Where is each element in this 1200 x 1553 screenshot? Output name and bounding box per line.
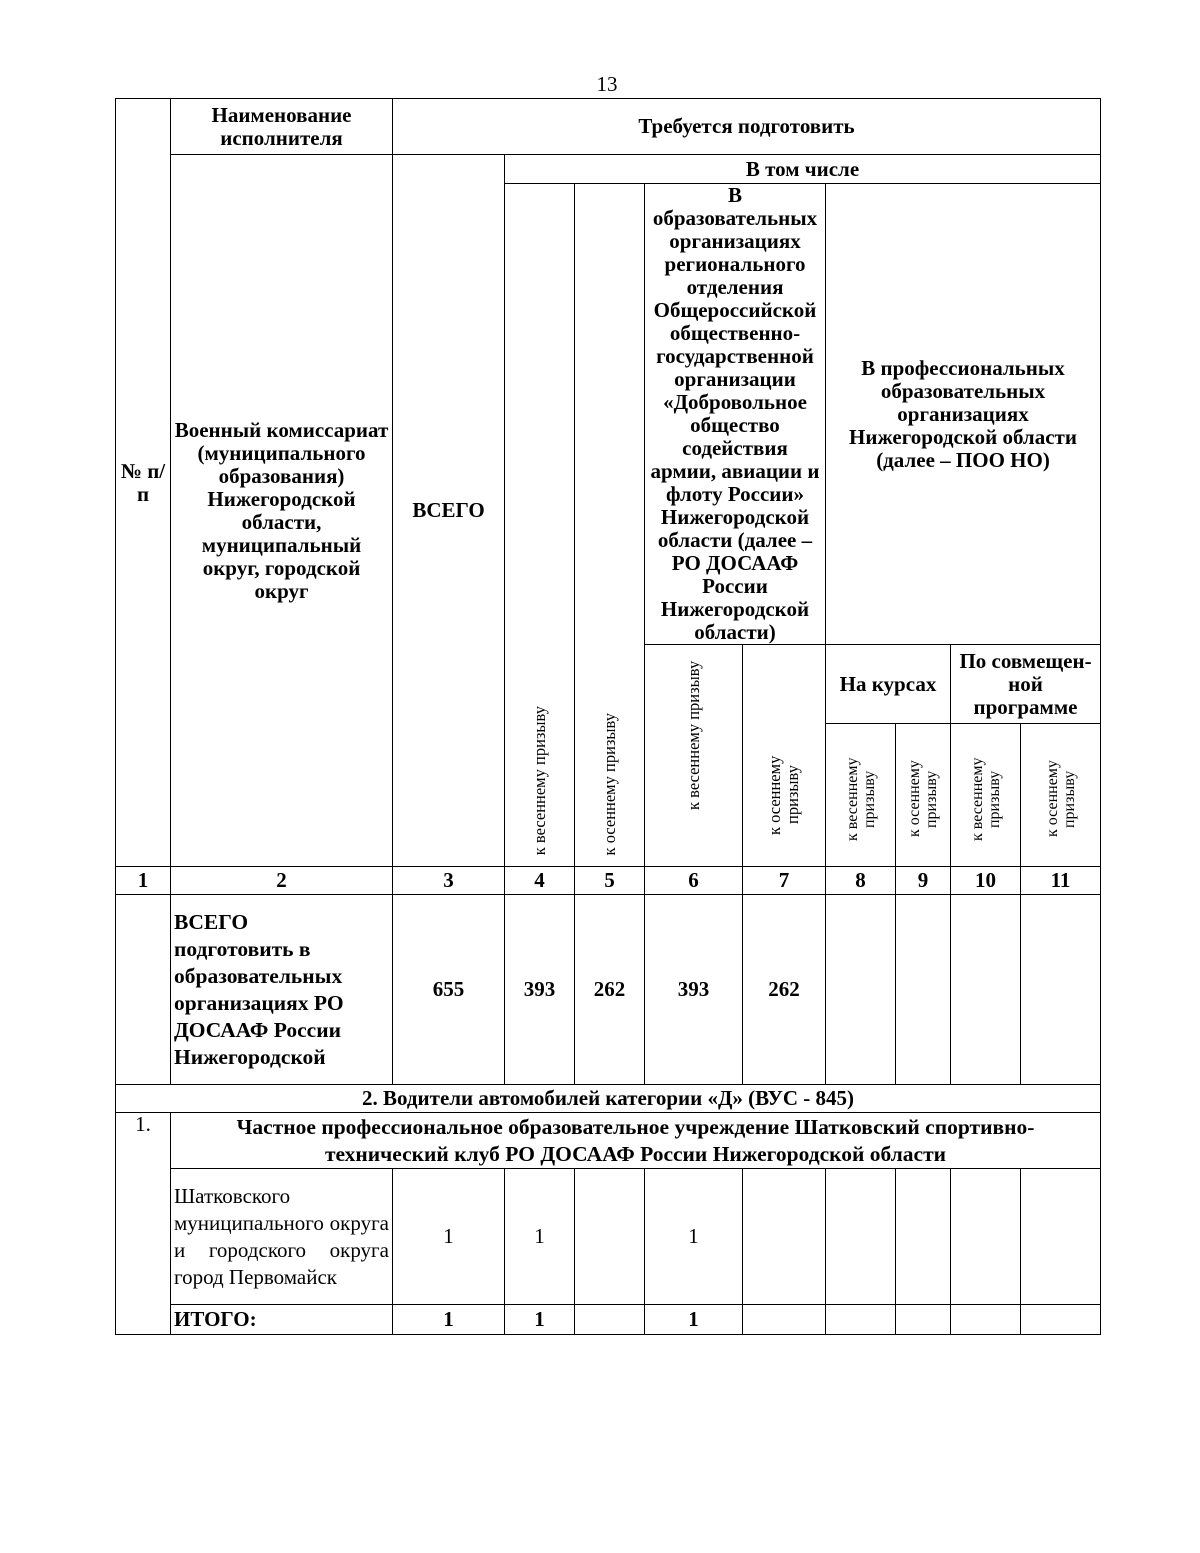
combined-header: По совмещен-ной программе [951,645,1101,724]
district-value: 1 [645,1169,743,1305]
itogo-value [1021,1305,1101,1335]
itogo-row [116,1305,1101,1335]
itogo-value: 1 [505,1305,575,1335]
col-num-9: 9 [896,867,951,895]
total-row-value [951,895,1021,1085]
dosaaf-spring-header: к весеннему призыву [645,645,743,867]
district-value: 1 [393,1169,505,1305]
col-num-5: 5 [575,867,645,895]
total-row-value: 393 [645,895,743,1085]
total-row-value: 655 [393,895,505,1085]
col-num-11: 11 [1021,867,1101,895]
col-num-3: 3 [393,867,505,895]
itogo-value: 1 [393,1305,505,1335]
district-value [575,1169,645,1305]
col-num-7: 7 [743,867,826,895]
column-number-row [116,867,1101,895]
total-row-value [1021,895,1101,1085]
district-row [116,1169,1101,1305]
org-number: 1. [116,1113,171,1335]
courses-header: На курсах [826,645,951,724]
spring-draft-header: к весеннему призыву [505,184,575,867]
itogo-value [826,1305,896,1335]
section-title: 2. Водители автомобилей категории «Д» (ВУС - 845) [116,1085,1101,1113]
district-value [1021,1169,1101,1305]
total-row-num [116,895,171,1085]
district-value [826,1169,896,1305]
total-row [116,895,1101,1085]
section-row [116,1085,1101,1113]
name-header: Наименование исполнителя [171,99,393,155]
total-row-value: 393 [505,895,575,1085]
poo-header: В профессиональных образовательных организациях Нижегородской области (далее – ПОО НО) [826,184,1101,645]
courses-spring-header: к весеннему призыву [826,724,896,867]
total-row-value: 262 [575,895,645,1085]
col-num-8: 8 [826,867,896,895]
required-header: Требуется подготовить [393,99,1101,155]
org-name: Частное профессиональное образовательное учреждение Шатковский спортивно-технический клуб РО ДОСААФ России Нижегородской области [171,1113,1101,1169]
col-num-10: 10 [951,867,1021,895]
header-row-2 [116,155,1101,184]
commissariat-header: Военный комиссариат (муниципального образования) Нижегородской области, муниципальный округ, городской округ [171,155,393,867]
col-num-1: 1 [116,867,171,895]
itogo-value [896,1305,951,1335]
courses-autumn-header: к осеннему призыву [896,724,951,867]
itogo-label: ИТОГО: [171,1305,393,1335]
col-num-4: 4 [505,867,575,895]
total-header: ВСЕГО [393,155,505,867]
district-value [951,1169,1021,1305]
itogo-value [575,1305,645,1335]
itogo-value [743,1305,826,1335]
itogo-value [951,1305,1021,1335]
training-plan-table [115,98,1101,1335]
district-value [896,1169,951,1305]
col-num-2: 2 [171,867,393,895]
num-header: № п/п [116,99,171,867]
combined-spring-header: к весеннему призыву [951,724,1021,867]
combined-autumn-header: к осеннему призыву [1021,724,1101,867]
dosaaf-autumn-header: к осеннему призыву [743,645,826,867]
page-number: 13 [596,72,618,96]
col-num-6: 6 [645,867,743,895]
total-row-value [826,895,896,1085]
district-value: 1 [505,1169,575,1305]
total-row-value: 262 [743,895,826,1085]
itogo-value: 1 [645,1305,743,1335]
including-header: В том числе [505,155,1101,184]
header-row-1 [116,99,1101,155]
dosaaf-header: В образовательных организациях регионального отделения Общероссийской общественно-государственной организации «Добровольное общество содействия армии, авиации и флоту России» Нижегородской области (далее – РО ДОСААФ России Нижегородской области) [645,184,826,645]
district-name: Шатковского муниципального округа и городского округа город Первомайск [171,1169,393,1305]
district-value [743,1169,826,1305]
total-row-value [896,895,951,1085]
total-row-label: ВСЕГО подготовить в образовательных организациях РО ДОСААФ России Нижегородской [171,895,393,1085]
autumn-draft-header: к осеннему призыву [575,184,645,867]
org-row [116,1113,1101,1169]
